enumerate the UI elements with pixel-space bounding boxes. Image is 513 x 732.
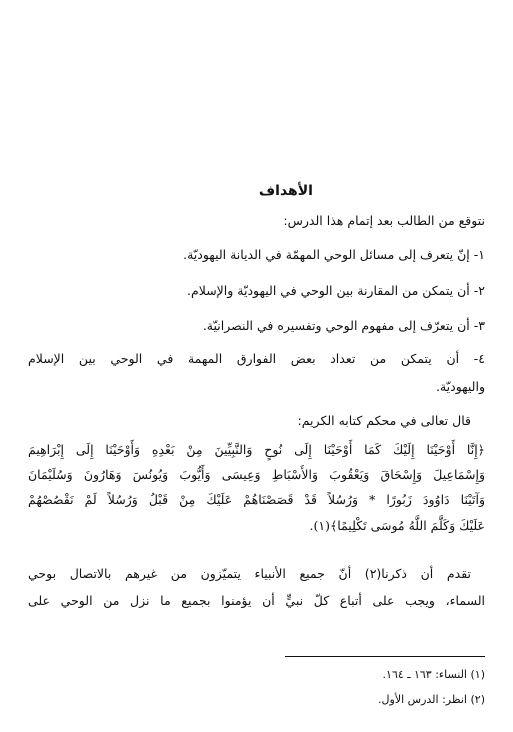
verse-line-4: عَلَيْكَ وَكَلَّمَ اللَّهُ مُوسَى تَكْلِيمًا﴾(١). — [309, 518, 485, 533]
verse-line-3: وَآتَيْنَا دَاوُودَ زَبُورًا * وَرُسُلاً قَدْ قَصَصْنَاهُمْ عَلَيْكَ مِنْ قَبْلُ وَرُسُلاً لَمْ نَقْصُصْهُمْ — [28, 492, 485, 507]
objective-2: ٢- أن يتمكن من المقارنة بين الوحي في اليهوديّة والإسلام. — [187, 283, 485, 298]
quote-intro: قال تعالى في محكم كتابه الكريم: — [297, 413, 471, 428]
footnote-divider — [285, 656, 485, 657]
footnote-2: (٢) انظر: الدرس الأول. — [378, 693, 485, 706]
verse-line-1: ﴿إِنَّا أَوْحَيْنَا إِلَيْكَ كَمَا أَوْحَيْنَا إِلَى نُوحٍ وَالنَّبِيِّينَ مِنْ بَعْدِهِ وَأَوْحَيْنَا إِلَى إِبْرَاهِيمَ — [28, 442, 485, 457]
objective-1: ١- إنّ يتعرف إلى مسائل الوحي المهمّة في الديانة اليهوديّة. — [183, 247, 485, 262]
objective-4: ٤- أن يتمكن من تعداد بعض الفوارق المهمة في الوحي بين الإسلام — [28, 351, 485, 366]
objective-3: ٣- أن يتعرّف إلى مفهوم الوحي وتفسيره في النصرانيّة. — [202, 318, 485, 333]
intro-line: نتوقع من الطالب بعد إتمام هذا الدرس: — [283, 213, 485, 228]
section-heading: الأهداف — [258, 183, 313, 199]
verse-line-2: وَإِسْمَاعِيلَ وَإِسْحَاقَ وَيَعْقُوبَ وَالأَسْبَاطِ وَعِيسَى وَأَيُّوبَ وَيُونُسَ وَهَارُونَ وَسُلَيْمَانَ — [28, 467, 485, 482]
objective-4-continued: واليهوديّة. — [435, 379, 485, 394]
paragraph-line-1: تقدم أن ذكرنا(٢) أنّ جميع الأنبياء يتميّزون من غيرهم بالاتصال بوحي — [28, 566, 472, 581]
footnote-1: (١) النساء: ١٦٣ ـ ١٦٤. — [382, 668, 485, 681]
paragraph-line-2: السماء، ويجب على أتباع كلّ نبيٍّ أن يؤمنوا بجميع ما نزل من الوحي على — [28, 593, 485, 608]
